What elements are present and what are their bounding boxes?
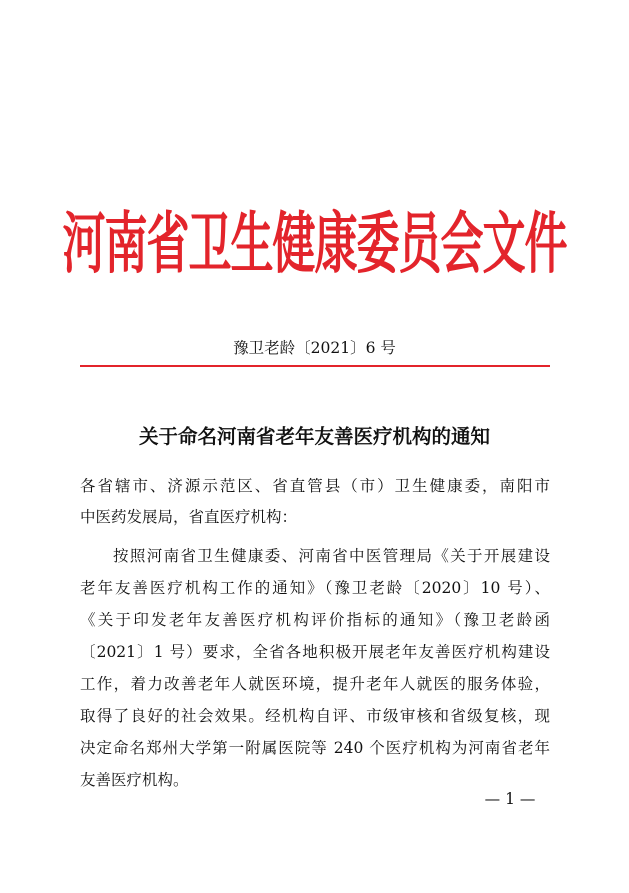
body-line-9: 决定命名郑州大学第一附属医院等 240 个医疗机构为河南省老年	[80, 739, 550, 757]
body-line-7: 工作，着力改善老年人就医环境，提升老年人就医的服务体验，	[80, 675, 550, 693]
body-line-8: 取得了良好的社会效果。经机构自评、市级审核和省级复核，现	[80, 707, 550, 725]
body-line-5: 《关于印发老年友善医疗机构评价指标的通知》（豫卫老龄函	[80, 611, 550, 629]
body-line-10: 友善医疗机构。	[80, 771, 189, 789]
body-line-3: 按照河南省卫生健康委、河南省中医管理局《关于开展建设	[113, 547, 550, 565]
body-line-6: 〔2021〕1 号）要求，全省各地积极开展老年友善医疗机构建设	[80, 643, 550, 661]
body-line-2: 中医药发展局，省直医疗机构：	[80, 508, 298, 526]
red-divider	[80, 365, 550, 367]
body-line-1: 各省辖市、济源示范区、省直管县（市）卫生健康委，南阳市	[80, 477, 550, 495]
page-number: — 1 —	[484, 790, 536, 808]
notice-title: 关于命名河南省老年友善医疗机构的通知	[138, 425, 490, 448]
document-masthead: 河南省卫生健康委员会文件	[62, 206, 567, 284]
document-number: 豫卫老龄〔2021〕6 号	[233, 339, 396, 357]
body-line-4: 老年友善医疗机构工作的通知》（豫卫老龄〔2020〕10 号）、	[80, 579, 550, 597]
